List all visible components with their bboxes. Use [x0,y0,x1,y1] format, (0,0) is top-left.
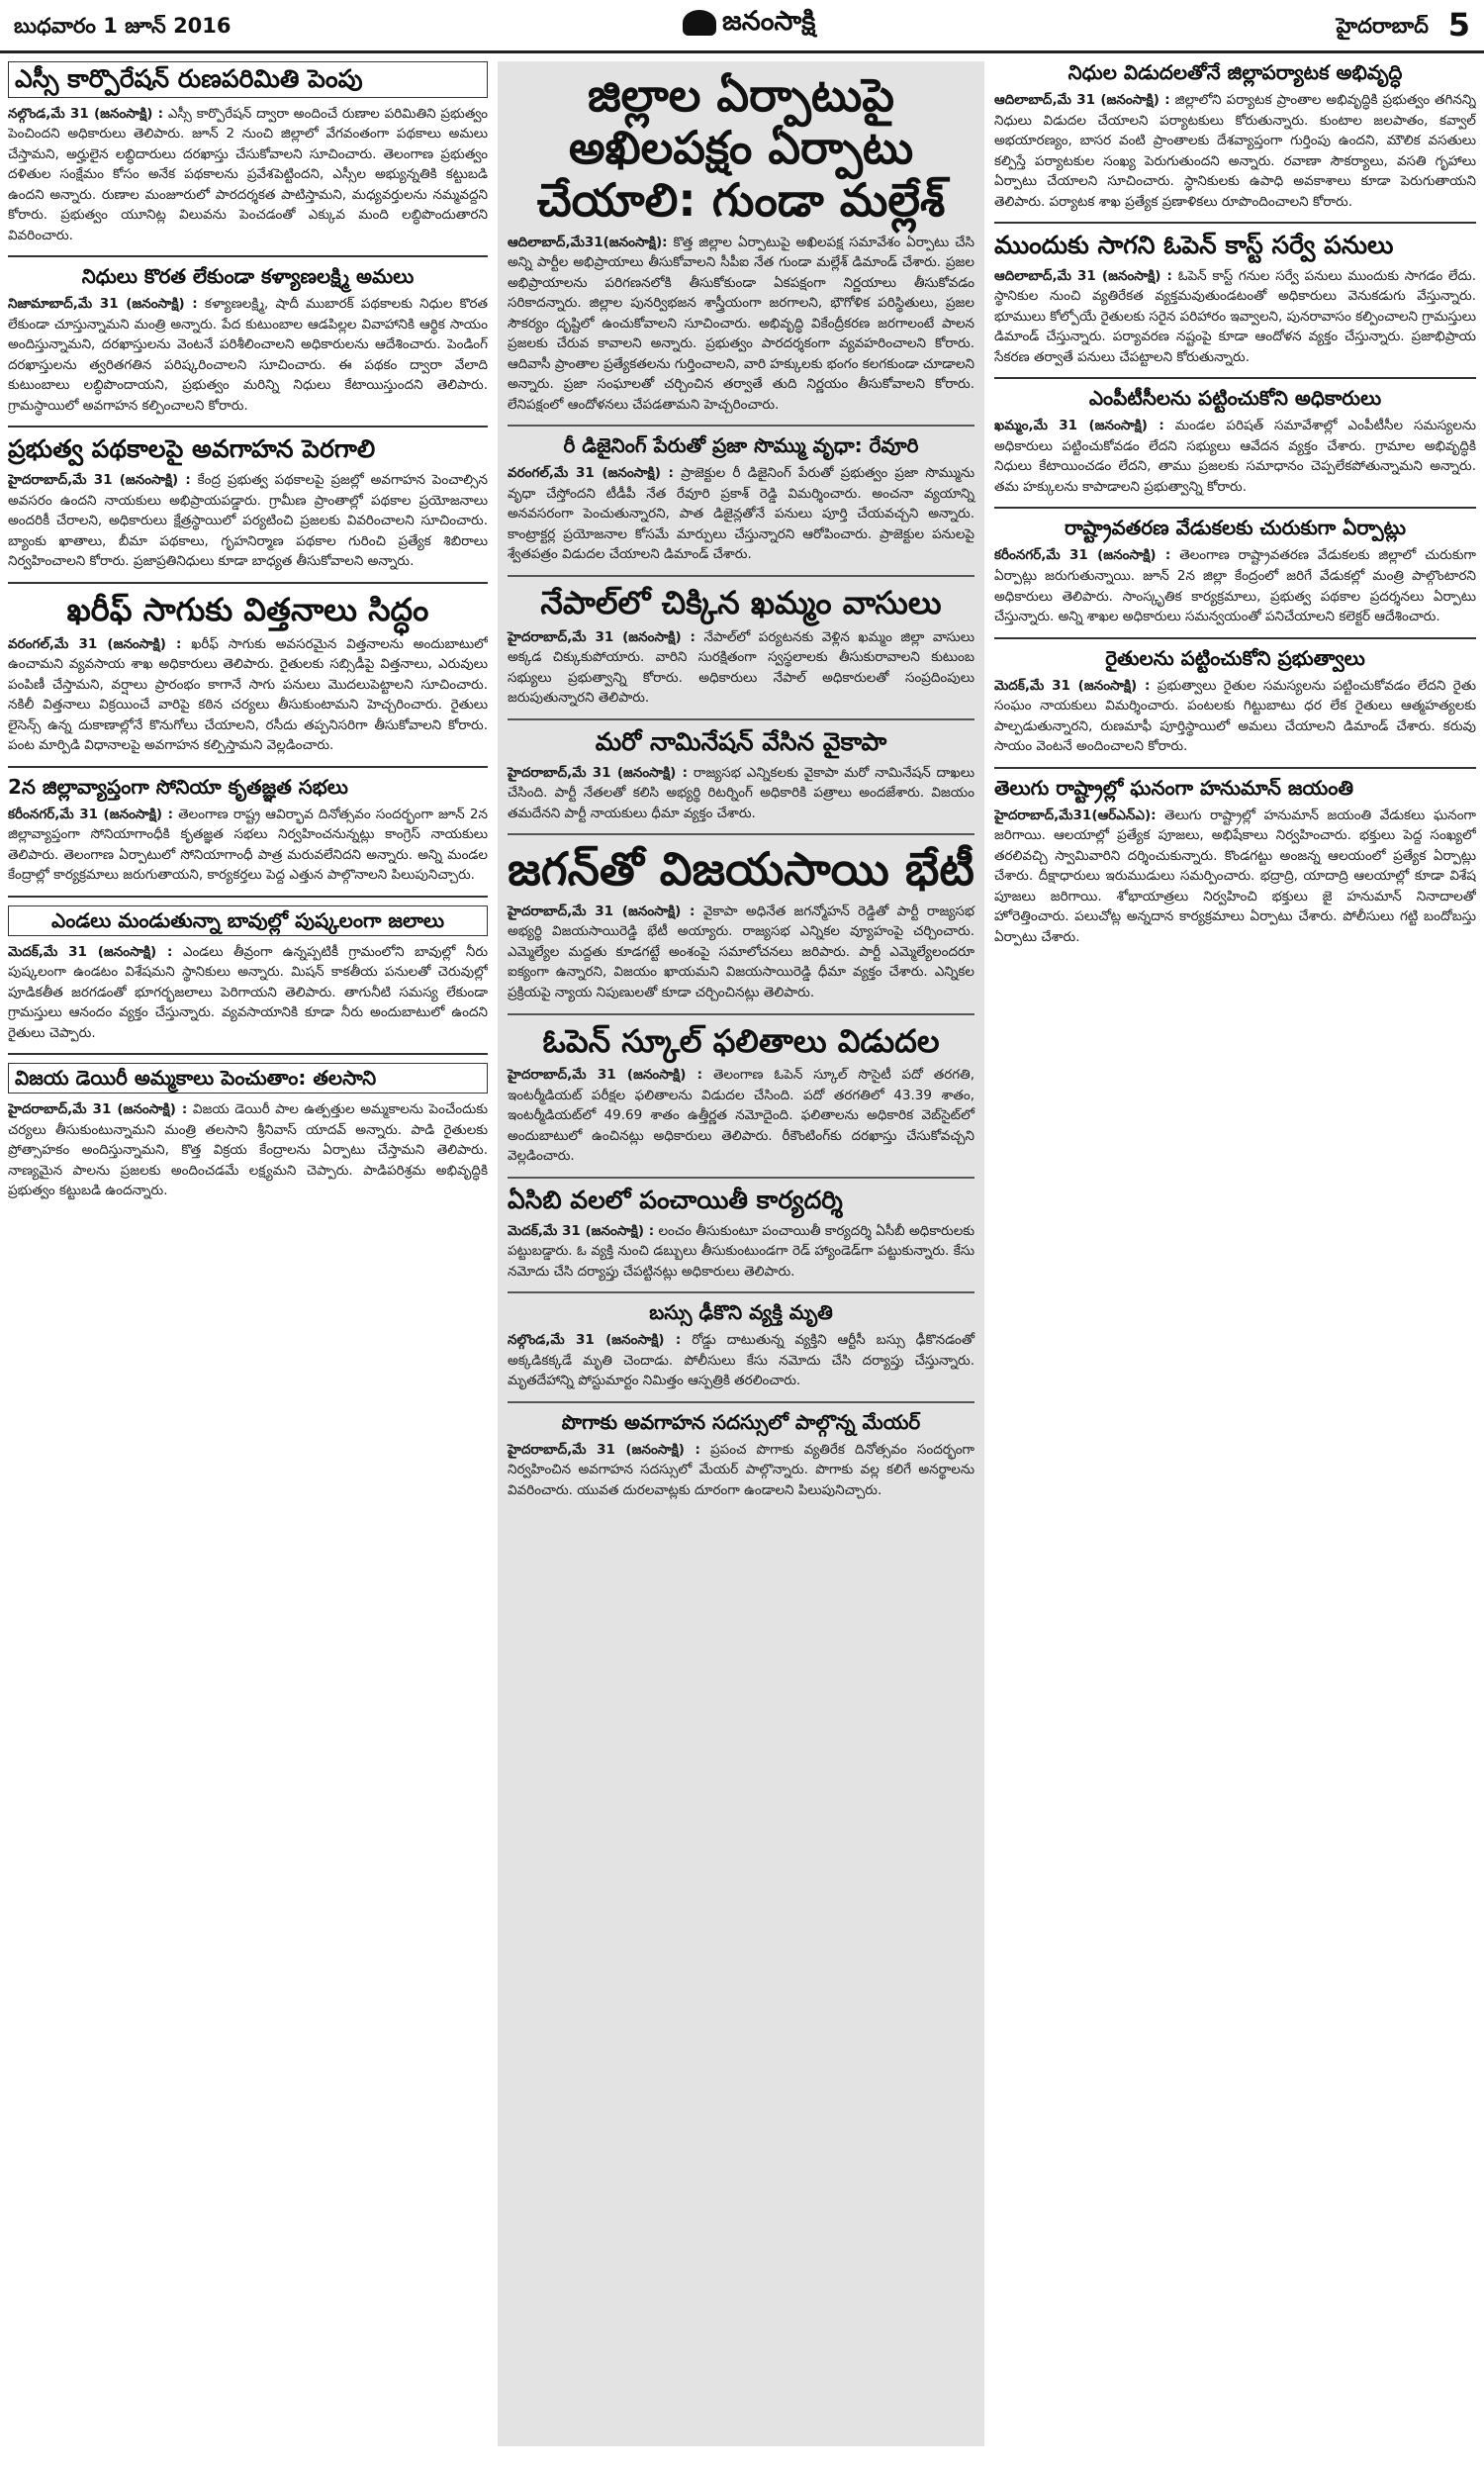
article-body: రోడ్డు దాటుతున్న వ్యక్తిని ఆర్టీసీ బస్సు ఢీకొనడంతో అక్కడికక్కడే మృతి చెందాడు. పోలీసులు కేసు నమోదు చేసి దర్యాప్తు చేస్తున్నారు. మృతదేహాన్ని పోస్టుమార్టం నిమిత్తం ఆస్పత్రికి తరలించారు. [508,1332,974,1389]
article-body: మండల పరిషత్ సమావేశాల్లో ఎంపీటీసీల సమస్యలను అధికారులు పట్టించుకోవడం లేదని సభ్యులు ఆవేదన వ్యక్తం చేశారు. గ్రామాల అభివృద్ధికి నిధులు కేటాయించడం లేదని, తాము ప్రజలకు సమాధానం చెప్పలేకపోతున్నామని అన్నారు. తమ హక్కులను కాపాడాలని ప్రభుత్వాన్ని కోరారు. [994,418,1476,495]
article-headline: నేపాల్‌లో చిక్కిన ఖమ్మం వాసులు [540,583,942,621]
article-dateline: హైదరాబాద్,మే 31 (జనంసాక్షి) : [508,764,688,781]
article-dateline: వరంగల్,మే 31 (జనంసాక్షి) : [508,465,674,482]
article-body: తెలంగాణ రాష్ట్రావతరణ వేడుకలకు జిల్లాలో చురుకుగా ఏర్పాట్లు జరుగుతున్నాయి. జూన్ 2న జిల్లా కేంద్రంలో జరిగే వేడుకల్లో మంత్రి పాల్గొంటారని అధికారులు తెలిపారు. సాంస్కృతిక కార్యక్రమాలు, ప్రభుత్వ పథకాల ప్రదర్శనలు ఏర్పాటు చేస్తున్నారు. అన్ని శాఖల అధికారులు సమన్వయంతో పనిచేయాలని కలెక్టర్ ఆదేశించారు. [994,547,1476,625]
divider [8,766,488,768]
article-headline: జగన్‌తో విజయసాయి భేటీ [508,842,974,897]
divider [508,833,974,835]
article-headline: రైతులను పట్టించుకోని ప్రభుత్వాలు [1105,645,1365,670]
article-dateline: ఆదిలాబాద్,మే 31 (జనంసాక్షి) : [994,267,1172,284]
lead-headline: జిల్లాల ఏర్పాటుపై అఖిలపక్షం ఏర్పాటు చేయాలి: గుండా మల్లేశ్ [536,68,946,227]
article-dateline: మెదక్,మే 31 (జనంసాక్షి) : [8,943,173,960]
article-dateline: నల్గొండ,మే 31 (జనంసాక్షి) : [508,1332,682,1349]
article-headline: ఎండలు మండుతున్నా బావుల్లో పుష్కలంగా జలాలు [8,905,488,936]
article-mptc-officials [994,387,1476,497]
divider [508,1291,974,1293]
right-column [994,61,1476,2456]
article-dateline: కరీంనగర్,మే 31 (జనంసాక్షి) : [8,806,174,822]
article-headline: 2న జిల్లావ్యాప్తంగా సోనియా కృతజ్ఞత సభలు [8,774,348,799]
article-all-party-districts [508,69,974,415]
article-body: తెలంగాణ రాష్ట్ర ఆవిర్భావ దినోత్సవం సందర్భంగా జూన్ 2న జిల్లావ్యాప్తంగా సోనియాగాంధీకి కృతజ్ఞత సభలు నిర్వహించనున్నట్లు కాంగ్రెస్ నాయకులు తెలిపారు. తెలంగాణ ఏర్పాటులో సోనియాగాంధీ పాత్ర మరువలేనిదని అన్నారు. అన్ని మండల కేంద్రాల్లో కార్యక్రమాలు జరుగుతాయని, కార్యకర్తలు పెద్ద ఎత్తున పాల్గొనాలని పిలుపునిచ్చారు. [8,806,488,884]
divider [508,1177,974,1179]
article-dateline: ఖమ్మం,మే 31 (జనంసాక్షి) : [994,418,1164,434]
masthead [0,0,1484,53]
article-body: నేపాల్‌లో పర్యటనకు వెళ్లిన ఖమ్మం జిల్లా వాసులు అక్కడ చిక్కుకుపోయారు. వారిని సురక్షితంగా స్వస్థలాలకు తీసుకురావాలని కుటుంబ సభ్యులు ప్రభుత్వాన్ని కోరారు. అధికారులు నేపాల్ అధికారులతో సంప్రదింపులు జరుపుతున్నారని తెలిపారు. [508,628,974,707]
article-headline: ప్రభుత్వ పథకాలపై అవగాహన పెరగాలి [8,434,376,464]
article-dateline: ఆదిలాబాద్,మే31(జనంసాక్షి): [508,234,668,250]
divider [8,1053,488,1055]
article-dateline: మెదక్,మే 31 (జనంసాక్షి) : [994,677,1151,694]
article-well-water [8,905,488,1044]
article-headline: విజయ డెయిరీ అమ్మకాలు పెంచుతాం: తలసాని [8,1063,488,1094]
divider [8,426,488,428]
article-headline: ముందుకు సాగని ఓపెన్ కాస్ట్ సర్వే పనులు [994,231,1394,260]
article-open-cast-survey [994,232,1476,367]
article-headline: రీ డిజైనింగ్ పేరుతో ప్రజా సొమ్ము వృధా: రేవూరి [563,433,919,458]
article-bus-accident [508,1301,974,1391]
article-jagan-vijayasai [508,843,974,1002]
article-acb-secretary [508,1187,974,1282]
article-dateline: కరీంనగర్,మే 31 (జనంసాక్షి) : [994,547,1171,564]
article-headline: ఓపెన్ స్కూల్ ఫలితాలు విడుదల [542,1021,940,1060]
article-body: తెలుగు రాష్ట్రాల్లో హనుమాన్ జయంతి వేడుకలు ఘనంగా జరిగాయి. ఆలయాల్లో ప్రత్యేక పూజలు, అభిషేకాలు నిర్వహించారు. భక్తులు పెద్ద సంఖ్యలో తరలివచ్చి స్వామివారిని దర్శించుకున్నారు. కొండగట్టు అంజన్న ఆలయంలో ప్రత్యేక ఏర్పాట్లు చేశారు. దీక్షాధారులు ఇరుముడులు సమర్పించారు. భద్రాద్రి, యాదాద్రి ఆలయాల్లో కూడా విశేష పూజలు జరిగాయి. శోభాయాత్రలు నిర్వహించి భక్తులు జై హనుమాన్ నినాదాలతో హోరెత్తించారు. పలుచోట్ల అన్నదాన కార్యక్రమాలు ఏర్పాటు చేశారు. పోలీసులు గట్టి బందోబస్తు ఏర్పాటు చేశారు. [994,807,1476,945]
newspaper-brand [683,6,815,44]
divider [994,767,1476,769]
article-body: లంచం తీసుకుంటూ పంచాయితీ కార్యదర్శి ఏసీబీ అధికారులకు పట్టుబడ్డారు. ఓ వ్యక్తి నుంచి డబ్బులు తీసుకుంటుండగా రెడ్ హ్యాండెడ్‌గా పట్టుకున్నారు. కేసు నమోదు చేసి దర్యాప్తు చేపట్టినట్లు అధికారులు తెలిపారు. [508,1222,974,1280]
article-body: జిల్లాలోని పర్యాటక ప్రాంతాల అభివృద్ధికి ప్రభుత్వం తగినన్ని నిధులు విడుదల చేయాలని పర్యాటకులు కోరుతున్నారు. కుంటాల జలపాతం, కవ్వాల్ అభయారణ్యం, బాసర వంటి ప్రాంతాలకు దేశవ్యాప్తంగా గుర్తింపు ఉందని, మౌలిక వసతులు కల్పిస్తే పర్యాటకుల సంఖ్య పెరుగుతుందని అన్నారు. రవాణా సౌకర్యాలు, వసతి గృహాలు ఏర్పాటు చేయాలని సూచించారు. స్థానికులకు ఉపాధి అవకాశాలు కూడా పెరుగుతాయని తెలిపారు. పర్యాటక శాఖ ప్రత్యేక ప్రణాళికలు రూపొందించాలని కోరారు. [994,92,1476,210]
article-body: కళ్యాణలక్ష్మి, షాదీ ముబారక్ పథకాలకు నిధుల కొరత లేకుండా చూస్తున్నామని మంత్రి అన్నారు. పేద కుటుంబాల ఆడపిల్లల వివాహానికి ఆర్థిక సాయం అందిస్తున్నామని, దరఖాస్తులను వెంటనే పరిశీలించాలని అధికారులను ఆదేశించారు. పెండింగ్ దరఖాస్తులను త్వరితగతిన పరిష్కరించాలని సూచించారు. ఈ పథకం ద్వారా వేలాది కుటుంబాలు లబ్ధిపొందాయని, ప్రభుత్వం మరిన్ని నిధులు కేటాయిస్తుందని తెలిపారు. గ్రామస్థాయిలో అవగాహన కల్పించాలని కోరారు. [8,296,488,414]
article-body: ప్రపంచ పొగాకు వ్యతిరేక దినోత్సవం సందర్భంగా నిర్వహించిన అవగాహన సదస్సులో మేయర్ పాల్గొన్నారు. పొగాకు వల్ల కలిగే అనర్థాలను వివరించారు. యువత దురలవాట్లకు దూరంగా ఉండాలని పిలుపునిచ్చారు. [508,1441,974,1498]
article-body: తెలంగాణ ఓపెన్ స్కూల్ సొసైటీ పదో తరగతి, ఇంటర్మీడియట్ పరీక్షల ఫలితాలను విడుదల చేసింది. పదో తరగతిలో 43.39 శాతం, ఇంటర్మీడియట్‌లో 49.69 శాతం ఉత్తీర్ణత నమోదైంది. ఫలితాలను అధికారిక వెబ్‌సైట్‌లో అందుబాటులో ఉంచినట్లు అధికారులు తెలిపారు. రీకౌంటింగ్‌కు దరఖాస్తు చేసుకోవచ్చని వెల్లడించారు. [508,1067,975,1165]
article-kharif-seeds [8,592,488,756]
article-body: ఎస్సీ కార్పొరేషన్ ద్వారా అందించే రుణాల పరిమితిని ప్రభుత్వం పెంచిందని అధికారులు తెలిపారు. జూన్ 2 నుంచి జిల్లాలో వేగవంతంగా పథకాలు అమలు చేస్తామని, అర్హులైన లబ్ధిదారులు దరఖాస్తు చేసుకోవాలని సూచించారు. తెలంగాణ ప్రభుత్వం దళితుల సంక్షేమం కోసం అనేక పథకాలను ప్రవేశపెట్టిందని, ఎస్సీల అభ్యున్నతికి కట్టుబడి ఉందని అన్నారు. రుణాల మంజూరులో పారదర్శకత పాటిస్తామని, మధ్యవర్తులను నమ్మవద్దని కోరారు. ప్రభుత్వం యూనిట్ల విలువను పెంచడంతో ఎక్కువ మంది లబ్ధిపొందుతారని వివరించారు. [8,105,488,243]
left-column [8,61,488,2456]
article-body: ప్రభుత్వాలు రైతుల సమస్యలను పట్టించుకోవడం లేదని రైతు సంఘం నాయకులు విమర్శించారు. పంటలకు గిట్టుబాటు ధర లేక రైతులు ఆత్మహత్యలకు పాల్పడుతున్నారని, రుణమాఫీ పూర్తిస్థాయిలో అమలు చేయాలని డిమాండ్ చేశారు. కరువు సాయం వెంటనే అందించాలని కోరారు. [994,677,1476,755]
article-body: వైకాపా అధినేత జగన్మోహన్ రెడ్డితో పార్టీ రాజ్యసభ అభ్యర్థి విజయసాయిరెడ్డి భేటీ అయ్యారు. రాజ్యసభ ఎన్నికల వ్యూహంపై చర్చించారు. ఎమ్మెల్యేల మద్దతు కూడగట్టే అంశంపై సమాలోచనలు జరిపారు. పార్టీ ఎమ్మెల్యేలందరూ ఐక్యంగా ఉన్నారని, విజయం ఖాయమని విజయసాయిరెడ్డి ధీమా వ్యక్తం చేశారు. ఎన్నికల ప్రక్రియపై న్యాయ నిపుణులతో కూడా చర్చించినట్లు తెలిపారు. [508,903,974,1000]
article-sc-corporation [8,61,488,245]
article-headline: బస్సు ఢీకొని వ్యక్తి మృతి [649,1300,833,1325]
article-hanuman-jayanti [994,777,1476,948]
article-headline: రాష్ట్రావతరణ వేడుకలకు చురుకుగా ఏర్పాట్లు [1064,516,1407,540]
divider [8,255,488,257]
article-headline: ఖరీఫ్ సాగుకు విత్తనాలు సిద్ధం [66,590,429,628]
divider [994,507,1476,509]
divider [994,637,1476,639]
article-body: కొత్త జిల్లాల ఏర్పాటుపై అఖిలపక్ష సమావేశం ఏర్పాటు చేసి అన్ని పార్టీల అభిప్రాయాలు తీసుకోవాలని సీపీఐ నేత గుండా మల్లేశ్ డిమాండ్ చేశారు. ప్రజల అభిప్రాయాలను పరిగణనలోకి తీసుకోకుండా ఏకపక్షంగా నిర్ణయాలు తీసుకోవడం సరికాదన్నారు. జిల్లాల పునర్విభజన శాస్త్రీయంగా జరగాలని, భౌగోళిక పరిస్థితులు, ప్రజల సౌకర్యం దృష్టిలో ఉంచుకోవాలని సూచించారు. అభివృద్ధి వికేంద్రీకరణ జరగాలంటే పాలన ప్రజలకు చేరువ కావాలని అన్నారు. ప్రభుత్వం పారదర్శకంగా వ్యవహరించాలని కోరారు. ఆదివాసీ ప్రాంతాల ప్రత్యేకతలను గుర్తించాలని, వారి హక్కులకు భంగం కలగకుండా చూడాలని అన్నారు. ప్రజా సంఘాలతో చర్చించిన తర్వాతే తుది నిర్ణయం తీసుకోవాలని కోరారు. లేనిపక్షంలో ఆందోళనలు చేపడతామని హెచ్చరించారు. [508,234,975,413]
article-open-school [508,1023,974,1167]
article-dateline: ఆదిలాబాద్,మే 31 (జనంసాక్షి) : [994,92,1170,108]
article-dateline: హైదరాబాద్,మే 31 (జనంసాక్షి) : [8,472,191,489]
article-dateline: నిజామాబాద్,మే 31 (జనంసాక్షి) : [8,296,198,313]
article-vijaya-dairy [8,1063,488,1201]
article-headline: ఎస్సీ కార్పొరేషన్ రుణపరిమితి పెంపు [8,61,488,98]
article-headline: ఏసిబి వలలో పంచాయితీ కార్యదర్శి [508,1185,843,1214]
divider [508,1013,974,1015]
issue-date: బుధవారం 1 జూన్ 2016 [14,14,232,38]
article-body: ప్రాజెక్టుల రీ డిజైనింగ్ పేరుతో ప్రభుత్వం ప్రజా సొమ్మును వృధా చేస్తోందని టీడీపీ నేత రేవూరి ప్రకాశ్ రెడ్డి విమర్శించారు. అంచనా వ్యయాన్ని అనవసరంగా పెంచుతున్నారని, పాత డిజైన్లతోనే పనులు పూర్తి చేయవచ్చని అన్నారు. కాంట్రాక్టర్ల ప్రయోజనాల కోసమే మార్పులు చేస్తున్నారని ఆరోపించారు. ప్రాజెక్టుల పనులపై శ్వేతపత్రం విడుదల చేయాలని డిమాండ్ చేశారు. [508,465,974,563]
brand-name: జనంసాక్షి [722,6,816,37]
article-dateline: హైదరాబాద్,మే 31 (జనంసాక్షి) : [8,1101,188,1118]
article-dateline: నల్గొండ,మే 31 (జనంసాక్షి) : [8,105,164,122]
article-body: ఎండలు తీవ్రంగా ఉన్నప్పటికీ గ్రామంలోని బావుల్లో నీరు పుష్కలంగా ఉండటం విశేషమని స్థానికులు అన్నారు. మిషన్ కాకతీయ పనులతో చెరువుల్లో పూడికతీత జరగడంతో భూగర్భజలాలు పెరిగాయని తెలిపారు. తాగునీటి సమస్య లేకుండా గ్రామస్తులు ఆనందం వ్యక్తం చేస్తున్నారు. వ్యవసాయానికి కూడా నీరు అందుబాటులో ఉందని రైతులు చెప్పారు. [8,943,488,1041]
article-formation-day [994,517,1476,626]
article-dateline: వరంగల్,మే 31 (జనంసాక్షి) : [8,635,182,652]
divider [508,718,974,720]
brand-logo-icon [683,10,716,36]
divider [508,1401,974,1403]
divider [994,222,1476,224]
article-dateline: హైదరాబాద్,మే 31 (జనంసాక్షి) : [508,628,696,645]
article-headline: నిధులు కొరత లేకుండా కళ్యాణలక్ష్మి అమలు [81,264,415,289]
divider [508,425,974,427]
article-body: కేంద్ర ప్రభుత్వ పథకాలపై ప్రజల్లో అవగాహన పెంచాల్సిన అవసరం ఉందని నాయకులు అభిప్రాయపడ్డారు. గ్రామీణ ప్రాంతాల్లో పథకాల ప్రయోజనాలు అందరికీ చేరాలని, అధికారులు క్షేత్రస్థాయిలో పర్యటించి ప్రజలకు వివరించాలని సూచించారు. బ్యాంకు ఖాతాలు, బీమా పథకాలు, గృహనిర్మాణ పథకాల గురించి ప్రత్యేక శిబిరాలు నిర్వహించాలని కోరారు. ప్రజాప్రతినిధులు కూడా బాధ్యత తీసుకోవాలని అన్నారు. [8,472,488,570]
article-body: విజయ డెయిరీ పాల ఉత్పత్తుల అమ్మకాలను పెంచేందుకు చర్యలు తీసుకుంటున్నామని మంత్రి తలసాని శ్రీనివాస్ యాదవ్ అన్నారు. పాడి రైతులకు ప్రోత్సాహకం అందిస్తున్నామని, కొత్త విక్రయ కేంద్రాలను ఏర్పాటు చేస్తామని తెలిపారు. నాణ్యమైన పాలను ప్రజలకు అందించడమే లక్ష్యమని చెప్పారు. పాడిపరిశ్రమ అభివృద్ధికి ప్రభుత్వం కట్టుబడి ఉందన్నారు. [8,1101,488,1199]
article-scheme-awareness [8,435,488,571]
edition-city: హైదరాబాద్ [1336,14,1429,38]
article-farmers-neglect [994,647,1476,757]
article-headline: ఎంపీటీసీలను పట్టించుకోని అధికారులు [1088,386,1382,411]
article-sonia-meetings [8,776,488,886]
article-body: ఖరీఫ్ సాగుకు అవసరమైన విత్తనాలను అందుబాటులో ఉంచామని వ్యవసాయ శాఖ అధికారులు తెలిపారు. రైతులకు సబ్సిడీపై విత్తనాలు, ఎరువులు పంపిణీ చేస్తామని, వర్షాలు ప్రారంభం కాగానే సాగు పనులు మొదలుపెట్టాలని సూచించారు. నకిలీ విత్తనాలు విక్రయించే వారిపై కఠిన చర్యలు తీసుకుంటామని హెచ్చరించారు. రైతులు లైసెన్స్ ఉన్న దుకాణాల్లోనే కొనుగోలు చేయాలని, రసీదు తప్పనిసరిగా తీసుకోవాలని కోరారు. పంట మార్పిడి విధానాలపై అవగాహన కల్పిస్తామని వెల్లడించారు. [8,635,488,754]
divider [994,377,1476,379]
article-headline: నిధుల విడుదలతోనే జిల్లాపర్యాటక అభివృద్ధి [1067,61,1403,84]
article-tobacco-mayor [508,1411,974,1501]
divider [8,582,488,584]
article-ycp-nomination [508,728,974,823]
article-headline: పొగాకు అవగాహన సదస్సులో పాల్గొన్న మేయర్ [561,1409,921,1434]
article-headline: మరో నామినేషన్ వేసిన వైకాపా [595,726,887,756]
article-headline: తెలుగు రాష్ట్రాల్లో ఘనంగా హనుమాన్ జయంతి [994,775,1353,800]
article-body: రాజ్యసభ ఎన్నికలకు వైకాపా మరో నామినేషన్ దాఖలు చేసింది. పార్టీ నేతలతో కలిసి అభ్యర్థి రిటర్నింగ్ అధికారికి పత్రాలు అందజేశారు. విజయం తమదేనని పార్టీ నాయకులు ధీమా వ్యక్తం చేశారు. [508,764,974,821]
middle-column [498,61,984,2446]
article-dateline: హైదరాబాద్,మే31(ఆర్ఎన్ఎ): [994,807,1157,823]
page-number: 5 [1447,6,1470,44]
article-body: ఓపెన్ కాస్ట్ గనుల సర్వే పనులు ముందుకు సాగడం లేదు. స్థానికుల నుంచి వ్యతిరేకత వ్యక్తమవుతుండటంతో అధికారులు వెనుకడుగు వేస్తున్నారు. భూములు కోల్పోయే రైతులకు సరైన పరిహారం ఇవ్వాలని, పునరావాసం కల్పించాలని గ్రామస్తులు డిమాండ్ చేస్తున్నారు. పర్యావరణ నష్టంపై కూడా ఆందోళన వ్యక్తం చేస్తున్నారు. ప్రజాభిప్రాయ సేకరణ తర్వాతే పనులు చేపట్టాలని కోరుతున్నారు. [994,267,1476,365]
article-redesigning [508,434,974,565]
article-dateline: హైదరాబాద్,మే 31 (జనంసాక్షి) : [508,1441,700,1458]
article-dateline: మెదక్,మే 31 (జనంసాక్షి) : [508,1222,655,1239]
article-dateline: హైదరాబాద్,మే 31 (జనంసాక్షి) : [508,903,696,919]
divider [508,575,974,577]
article-kalyana-lakshmi [8,265,488,416]
article-dateline: హైదరాబాద్,మే 31 (జనంసాక్షి) : [508,1067,703,1084]
article-district-tourism [994,61,1476,212]
article-nepal-khammam [508,585,974,709]
divider [8,896,488,898]
